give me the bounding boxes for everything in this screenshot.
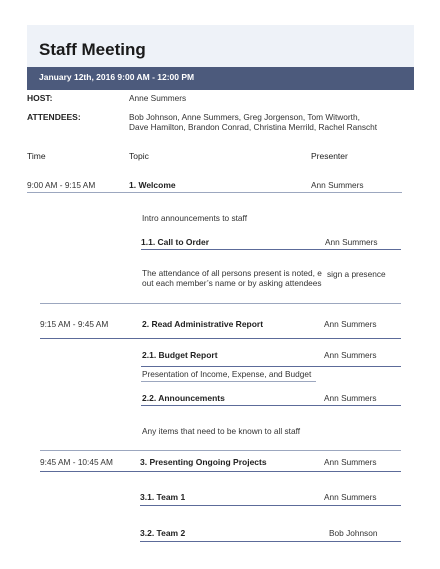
item-time: 9:00 AM - 9:15 AM: [27, 180, 96, 190]
item-time: 9:45 AM - 10:45 AM: [40, 457, 113, 467]
column-time: Time: [27, 151, 46, 161]
row-divider: [140, 505, 401, 506]
item-presenter: Ann Summers: [324, 393, 377, 403]
item-note: Any items that need to be known to all staff: [142, 426, 301, 436]
item-presenter: Ann Summers: [324, 319, 377, 329]
attendees-label: ATTENDEES:: [27, 112, 81, 122]
item-time: 9:15 AM - 9:45 AM: [40, 319, 109, 329]
item-note: Intro announcements to staff: [142, 213, 248, 223]
item-topic: 2. Read Administrative Report: [142, 319, 264, 329]
attendees-line-1: Bob Johnson, Anne Summers, Greg Jorgenson, Tom Witworth,: [129, 112, 360, 122]
item-note-tail: sign a presence: [327, 269, 386, 279]
date-bar: [27, 67, 414, 90]
item-topic: 3. Presenting Ongoing Projects: [140, 457, 267, 467]
row-divider: [141, 249, 401, 250]
item-presenter: Ann Summers: [311, 180, 364, 190]
item-topic: 1. Welcome: [129, 180, 176, 190]
item-presenter: Ann Summers: [325, 237, 378, 247]
row-divider: [141, 381, 316, 382]
item-note: The attendance of all persons present is noted, e: [142, 268, 322, 278]
item-topic: 2.2. Announcements: [142, 393, 225, 403]
date-line: January 12th, 2016 9:00 AM - 12:00 PM: [39, 72, 195, 82]
item-presenter: Ann Summers: [324, 457, 377, 467]
row-divider: [40, 450, 401, 451]
row-divider: [140, 541, 401, 542]
host-label: HOST:: [27, 93, 53, 103]
item-presenter: Ann Summers: [324, 492, 377, 502]
row-divider: [141, 366, 401, 367]
item-note-continued: out each member’s name or by asking attendees: [142, 278, 322, 288]
item-note: Presentation of Income, Expense, and Budget: [142, 369, 312, 379]
row-divider: [40, 338, 401, 339]
item-topic: 3.1. Team 1: [140, 492, 186, 502]
host-value: Anne Summers: [129, 93, 187, 103]
row-divider: [27, 192, 402, 193]
item-topic: 2.1. Budget Report: [142, 350, 218, 360]
attendees-line-2: Dave Hamilton, Brandon Conrad, Christina Merrild, Rachel Ranscht: [129, 122, 378, 132]
row-divider: [40, 471, 401, 472]
row-divider: [40, 303, 401, 304]
item-presenter: Bob Johnson: [329, 528, 378, 538]
page-title: Staff Meeting: [39, 40, 146, 59]
column-presenter: Presenter: [311, 151, 348, 161]
row-divider: [141, 405, 401, 406]
item-topic: 1.1. Call to Order: [141, 237, 210, 247]
item-presenter: Ann Summers: [324, 350, 377, 360]
item-topic: 3.2. Team 2: [140, 528, 186, 538]
column-topic: Topic: [129, 151, 149, 161]
